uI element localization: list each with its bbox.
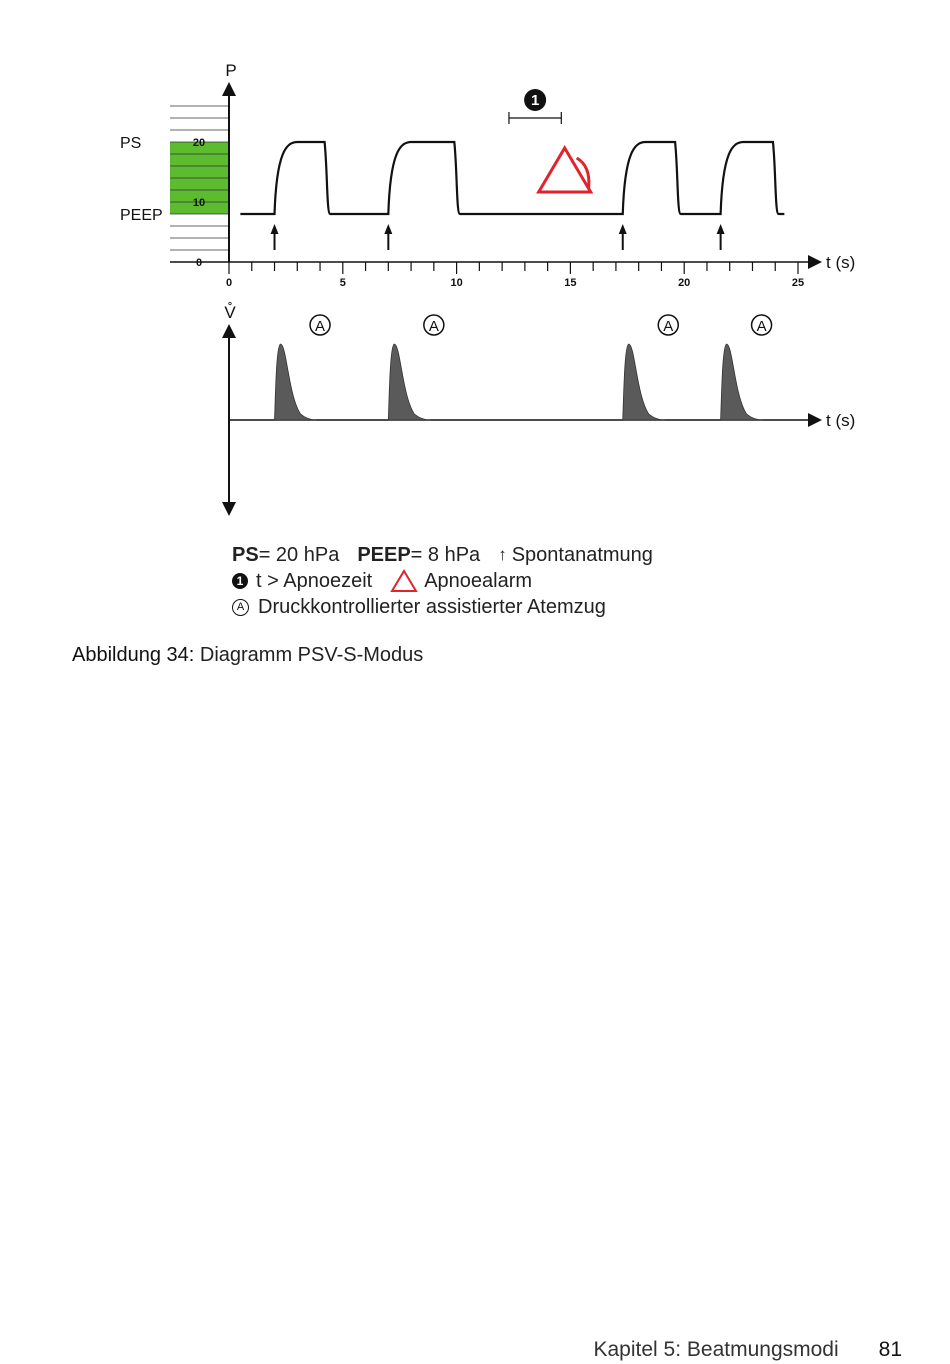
legend-peep-label: PEEP [357,544,411,566]
pressure-trace [240,142,784,214]
caption-label: Abbildung 34: [72,644,195,666]
apnea-interval-marker [509,89,561,124]
legend-spont-text: Spontanatmung [511,544,653,566]
apnea-number: 1 [530,92,540,109]
assisted-marker-label: A [315,318,326,335]
x-tick-label: 5 [339,277,346,289]
legend [232,542,653,620]
legend-assist-text: Druckkontrollierter assistierter Atemzug [258,596,606,618]
peep-level-label: PEEP [120,207,163,224]
caption-text: Diagramm PSV-S-Modus [199,644,424,666]
pressure-x-arrowhead [808,255,822,269]
alarm-triangle-icon [390,569,418,593]
page-number: 81 [878,1338,902,1361]
flow-y-label: V̊ [224,303,236,322]
pressure-x-label: t (s) [826,253,856,272]
assisted-breath-markers [310,315,772,335]
footer-chapter: Kapitel 5: Beatmungsmodi [593,1338,839,1361]
legend-apnea-text: t > Apnoezeit [256,570,373,592]
trigger-arrow-head [619,224,627,234]
pressure-y-label: P [225,61,237,80]
assisted-marker-label: A [756,318,767,335]
flow-peak [623,344,665,420]
legend-alarm-text: Apnoealarm [424,570,533,592]
assisted-breath-icon: A [232,599,249,616]
flow-y-arrowhead-down [222,502,236,516]
ps-level-label: PS [120,135,142,152]
assisted-marker-label: A [663,318,674,335]
trigger-arrow-head [271,224,279,234]
x-tick-label: 20 [678,277,691,289]
flow-x-arrowhead [808,413,822,427]
x-tick-label: 25 [791,277,805,289]
pressure-x-ticks [226,262,804,289]
legend-row-assist [232,594,653,620]
trigger-arrow-head [384,224,392,234]
apnea-alarm-icon [539,148,591,192]
figure-caption [72,644,423,667]
legend-peep-value: = 8 hPa [410,544,481,566]
flow-peaks [275,344,763,420]
y-tick-label: 20 [192,137,206,149]
legend-row-apnea [232,568,653,594]
y-tick-label: 10 [192,197,206,209]
flow-peak [388,344,430,420]
pressure-y-arrowhead [222,82,236,96]
apnea-number-icon: 1 [232,573,248,589]
legend-ps-value: = 20 hPa [258,544,340,566]
legend-row-settings [232,542,653,568]
flow-chart [222,303,855,516]
flow-x-label: t (s) [826,411,856,430]
trigger-arrow-head [717,224,725,234]
page-footer [594,1338,903,1362]
flow-y-arrowhead-up [222,324,236,338]
assisted-marker-label: A [428,318,439,335]
legend-ps-label: PS [232,544,259,566]
x-tick-label: 10 [450,277,463,289]
trigger-arrows [271,224,725,250]
flow-peak [721,344,763,420]
pressure-chart [120,61,855,289]
x-tick-label: 0 [225,277,233,289]
up-arrow-icon: ↑ [498,545,507,564]
flow-peak [275,344,317,420]
x-tick-label: 15 [564,277,577,289]
y-tick-label: 0 [195,257,203,269]
